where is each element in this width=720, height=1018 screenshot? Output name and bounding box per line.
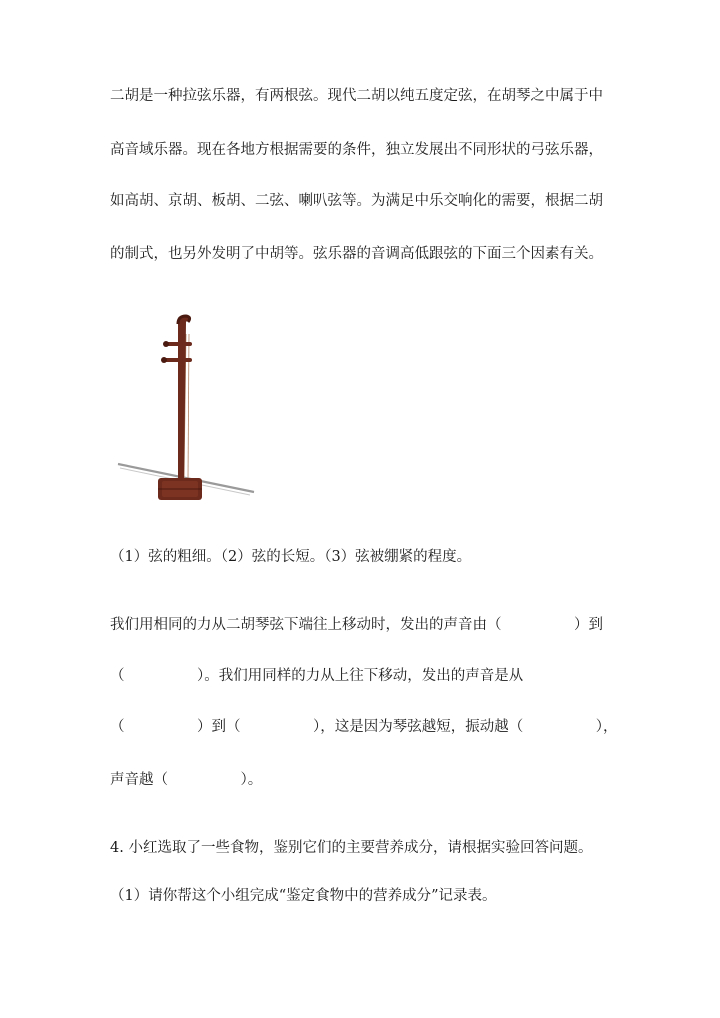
factors-line: （1）弦的粗细。（2）弦的长短。（3）弦被绷紧的程度。 [110, 549, 472, 565]
peg-knob [163, 341, 169, 347]
fill-blank-line-1: 我们用相同的力从二胡琴弦下端往上移动时，发出的声音由（ ）到 [110, 617, 603, 633]
erhu-string [188, 334, 189, 480]
intro-line-4: 的制式，也另外发明了中胡等。弦乐器的音调高低跟弦的下面三个因素有关。 [110, 246, 603, 262]
question-4-title: 4. 小红选取了一些食物，鉴别它们的主要营养成分，请根据实验回答问题。 [110, 840, 593, 856]
intro-line-3: 如高胡、京胡、板胡、二弦、喇叭弦等。为满足中乐交响化的需要，根据二胡 [110, 193, 603, 209]
tuning-peg [164, 358, 192, 362]
intro-line-2: 高音域乐器。现在各地方根据需要的条件，独立发展出不同形状的弓弦乐器， [110, 142, 603, 158]
tuning-peg [166, 342, 192, 346]
fill-blank-line-4: 声音越（ ）。 [110, 772, 263, 788]
erhu-image [112, 312, 262, 502]
peg-knob [161, 357, 167, 363]
fill-blank-line-3: （ ）到（ ），这是因为琴弦越短，振动越（ ）， [110, 719, 618, 735]
question-4-sub1: （1）请你帮这个小组完成“鉴定食物中的营养成分”记录表。 [110, 888, 497, 904]
intro-line-1: 二胡是一种拉弦乐器，有两根弦。现代二胡以纯五度定弦，在胡琴之中属于中 [110, 88, 603, 104]
fill-blank-line-2: （ ）。我们用同样的力从上往下移动，发出的声音是从 [110, 668, 524, 684]
